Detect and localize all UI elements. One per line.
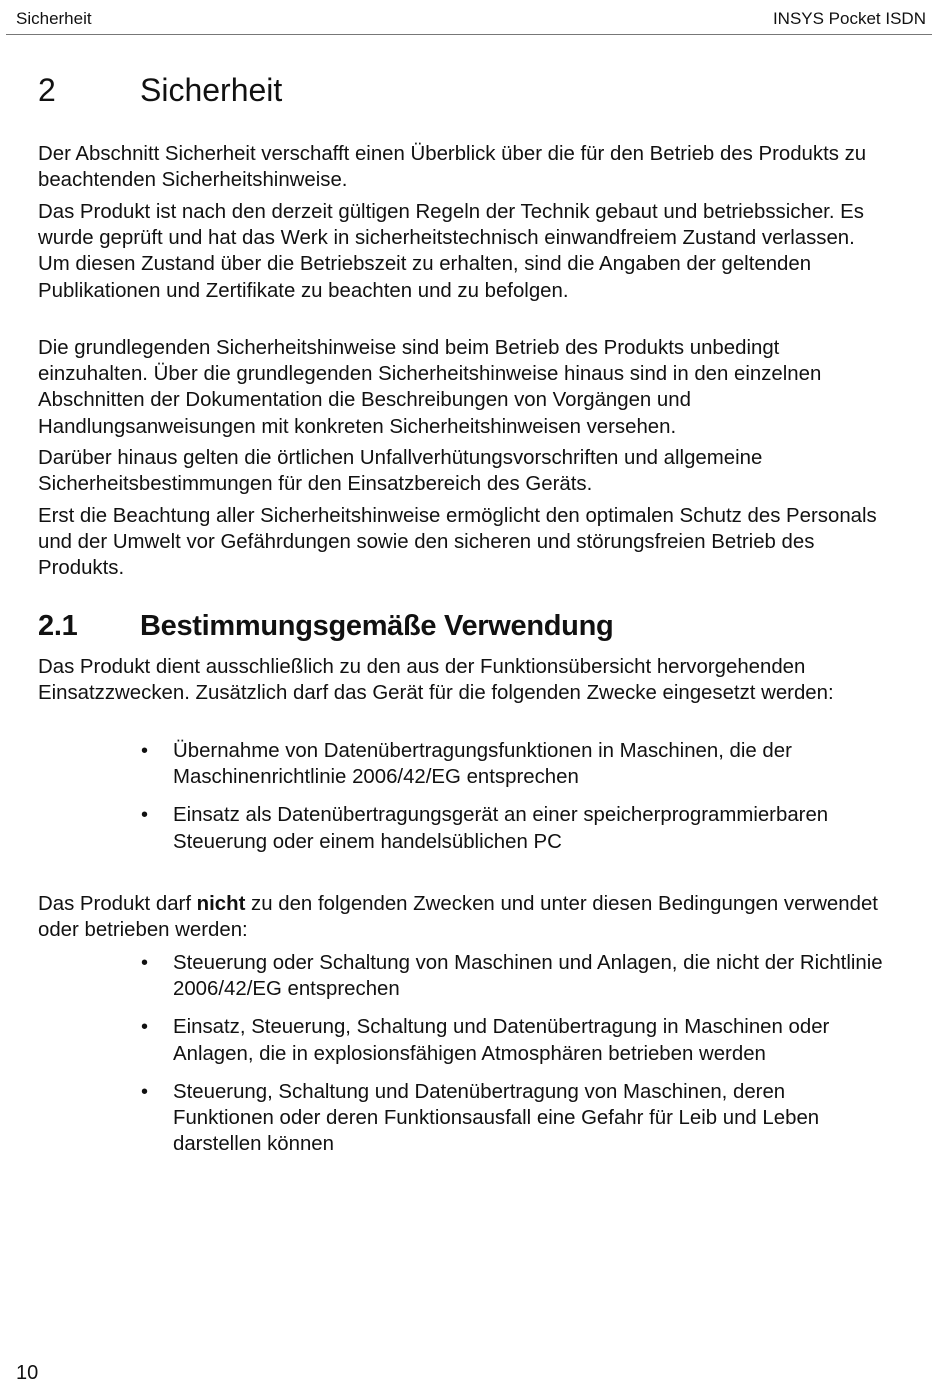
intro-paragraph: Das Produkt ist nach den derzeit gültigen Regeln der Technik gebaut und betriebssicher. Es wurde geprüft und hat das Werk in sicherheitstechnisch einwandfreiem Zustand verlassen. Um diesen Zustand über die Betriebszeit zu erhalten, sind die Angaben der geltenden Publikationen und Zertifikate zu beachten und zu befolgen.	[38, 201, 864, 302]
list-item: • Steuerung oder Schaltung von Maschinen und Anlagen, die nicht der Richtlinie 2006/42/EG entsprechen	[141, 952, 883, 1001]
chapter-number: 2	[38, 72, 56, 108]
header-product-name: INSYS Pocket ISDN	[772, 9, 926, 28]
list-item: • Steuerung, Schaltung und Datenübertragung von Maschinen, deren Funktionen oder deren Funktionsausfall eine Gefahr für Leib und Leben darstellen können	[141, 1080, 820, 1156]
allowed-uses-list	[0, 738, 950, 867]
intro-paragraph: Der Abschnitt Sicherheit verschafft einen Überblick über die für den Betrieb des Produkts zu beachtenden Sicherheitshinweise.	[38, 143, 867, 192]
forbidden-intro-paragraph: Das Produkt darf nicht zu den folgenden Zwecken und unter diesen Bedingungen verwendet oder betrieben werden:	[38, 893, 878, 942]
bullet: •	[141, 804, 149, 827]
page-header	[6, 0, 932, 35]
forbidden-uses-list	[0, 950, 950, 1169]
chapter-title: Sicherheit	[140, 72, 283, 108]
allowed-intro-paragraph: Das Produkt dient ausschließlich zu den aus der Funktionsübersicht hervorgehenden Einsatzzwecken. Zusätzlich darf das Gerät für die folgenden Zwecke eingesetzt werden:	[38, 656, 834, 705]
bullet: •	[141, 1080, 149, 1103]
list-item: • Übernahme von Datenübertragungsfunktionen in Maschinen, die der Maschinenrichtlinie 2006/42/EG entsprechen	[141, 740, 792, 789]
bullet: •	[141, 952, 149, 974]
intro-paragraph: Erst die Beachtung aller Sicherheitshinweise ermöglicht den optimalen Schutz des Personals und der Umwelt vor Gefährdungen sowie den sicheren und störungsfreien Betrieb des Produkts.	[38, 505, 877, 580]
chapter-heading	[38, 72, 282, 109]
section-number: 2.1	[38, 610, 78, 642]
list-item: • Einsatz als Datenübertragungsgerät an einer speicherprogrammierbaren Steuerung oder einem handelsüblichen PC	[141, 804, 829, 853]
section-heading	[38, 610, 613, 643]
header-section-title: Sicherheit	[16, 9, 92, 28]
intro-paragraph: Die grundlegenden Sicherheitshinweise sind beim Betrieb des Produkts unbedingt einzuhalten. Über die grundlegenden Sicherheitshinweise hinaus sind in den einzelnen Abschnitten der Dokumentation die Beschreibungen von Vorgängen und Handlungsanweisungen mit konkreten Sicherheitshinweisen versehen.	[38, 337, 822, 438]
bullet: •	[141, 740, 149, 762]
bullet: •	[141, 1016, 149, 1039]
page-number: 10	[16, 1362, 39, 1384]
intro-paragraph: Darüber hinaus gelten die örtlichen Unfallverhütungsvorschriften und allgemeine Sicherheitsbestimmungen für den Einsatzbereich des Geräts.	[38, 447, 763, 496]
emphasis-nicht: nicht	[196, 893, 246, 915]
section-title: Bestimmungsgemäße Verwendung	[140, 610, 614, 642]
list-item: • Einsatz, Steuerung, Schaltung und Datenübertragung in Maschinen oder Anlagen, die in explosionsfähigen Atmosphären betrieben werden	[141, 1016, 830, 1065]
